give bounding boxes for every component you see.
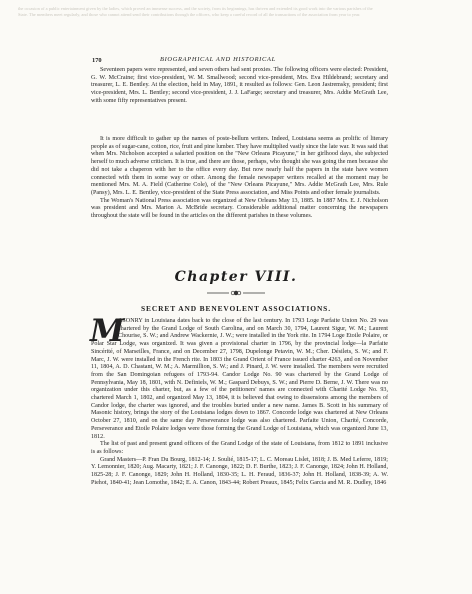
ornament-divider bbox=[205, 289, 267, 297]
section-title: SECRET AND BENEVOLENT ASSOCIATIONS. bbox=[141, 304, 331, 313]
bleed-through-line: the occasion of a public entertainment given by the ladies, which proved an immense success, and the society, from its beginnings, has thriven and extended its good work into the various parishes of the bbox=[18, 6, 373, 11]
chapter-heading: Chapter VIII. bbox=[174, 269, 298, 285]
bleed-through-line: State. The members meet regularly, and those who cannot attend send their contributions through the officers, who keep a careful record of all the transactions of the association from year to year. bbox=[18, 12, 361, 18]
masonry-text bbox=[90, 313, 388, 487]
running-head: BIOGRAPHICAL AND HISTORICAL bbox=[160, 56, 276, 63]
press-association-text bbox=[91, 67, 388, 106]
paragraph: It is more difficult to gather up the names of poste-bellum writers. Indeed, Louisiana seems as prolific of literary people as of sugar-cane, cotton, rice, fruit and pine lumber. They have multiplied vastly since the late war. It was said that when Mrs. Nicholson accepted a salaried position on the "New Orleans Picayune," in her girlhood days, she subjected herself to much adverse criticism. It is true, and there are those, perhaps, who thought she was going the men because she did not take a chaperon with her to the office every day. But now nearly half the papers in the state have women connected with them in some way or other. Among the female newspaper writers recalled at the moment may be mentioned Mrs. M. A. Field (Catherine Cole), of the "New Orleans Picayune," Mrs. Addie McGrath Lee, Mrs. Rule (Pansy), Mrs. L. E. Bentley, vice-president of the State Press association, and Miss Points and other female journalists. bbox=[91, 136, 388, 196]
paragraph: ASONRY in Louisiana dates back to the close of the last century. In 1793 Loge Parfaite Union No. 29 was chartered by the Grand Lodge of South Carolina, and on March 30, 1794, Laurent Sigur, W. M.; Laurent Chourise, S. W.; and Andrew Wackernie, J. W.; were installed in the York rite. In 1794 Loge Etoile Polaire, or Polar Star Lodge, was organized. It was given a provisional charter in 1796, by the provincial lodge—la Parfaite Sincérité, of Marseilles, France, and on December 27, 1798, Dupelonge Petavin, W. M.; Cher. Désilets, S. W.; and F. Marc, J. W. were installed in the French rite. In 1803 the Grand Orient of France issued charter 4263, and on November 11, 1804, A. D. Chastant, W. M.; A. Marmillion, S. W.; and J. Pinard, J. W. were installed. The members were recruited from the San Domingoian refugees of 1793-94. Candor Lodge No. 90 was chartered by the Grand Lodge of Pennsylvania, May 18, 1801, with N. Definiels, W. M.; Gaspard Debuys, S. W.; and Pierre D. Berne, J. W. There was no organization under this charter, but, as a few of the petitioners' names are connected with Charité Lodge No. 93, chartered March 1, 1802, and organized May 13, 1804, it is believed that owing to dissensions among the members of Candor lodge, the charter was ignored, and the troubles buried under a new name. James B. Scott in his summary of Masonic history, brings the story of the Louisiana lodges down to 1867. Concorde lodge was chartered at New Orleans October 27, 1810, and on the same day Perseverance lodge was also chartered. Parfaite Union, Charité, Concorde, Perseverance and Etoile Polaire lodges were those forming the Grand Lodge of Louisiana, which was organized June 13, 1812. bbox=[91, 318, 388, 440]
paragraph: The Woman's National Press association was organized at New Orleans May 13, 1885. In 1887 Mrs. E. J. Nicholson was president and Mrs. Marion A. McBride secretary. Considerable additional matter concerning the newspapers throughout the state will be found in the articles on the different parishes in these volumes. bbox=[91, 197, 388, 220]
paragraph: Grand Masters—P. Fran Du Bourg, 1812-14; J. Soulié, 1815-17; L. C. Moreau Lislet, 1818; J. B. Med Leferre, 1819; Y. Lemonnier, 1820; Aug. Macarty, 1821; J. F. Canonge, 1822; D. F. Burthe, 1823; J. F. Canonge, 1824; John H. Holland, 1825-28; J. F. Canonge, 1829; John H. Holland, 1830-35; L. H. Feraud, 1836-37; John H. Holland, 1838-39; A. W. Piehot, 1840-41; Jean Lomothe, 1842; E. A. Canon, 1843-44; Robert Preaux, 1845; Felix Garcia and M. R. Dudley, 1846 bbox=[91, 456, 388, 486]
paragraph: The list of past and present grand officers of the Grand Lodge of the state of Louisiana, from 1812 to 1891 inclusive is as follows: bbox=[91, 441, 388, 455]
drop-cap-initial: M bbox=[90, 313, 125, 349]
page-number: 170 bbox=[92, 57, 102, 64]
paragraph: Seventeen papers were represented, and seven others had sent proxies. The following officers were elected: President, G. W. McCraine; first vice-president, W. M. Smallwood; second vice-president, Mrs. Eva Hildebrand; secretary and treasurer, L. E. Bentley. At the election, held in May, 1891, it resulted as follows: Gen. Leon Jastremsky, president; first vice-president, Mrs. L. Bentley; second vice-president, J. J. LaFarge; secretary and treasurer, Mrs. Addie McGrath Lee, with some fifty representatives present. bbox=[91, 67, 388, 104]
bleed-through-text bbox=[18, 6, 418, 19]
writers-text bbox=[91, 136, 388, 221]
